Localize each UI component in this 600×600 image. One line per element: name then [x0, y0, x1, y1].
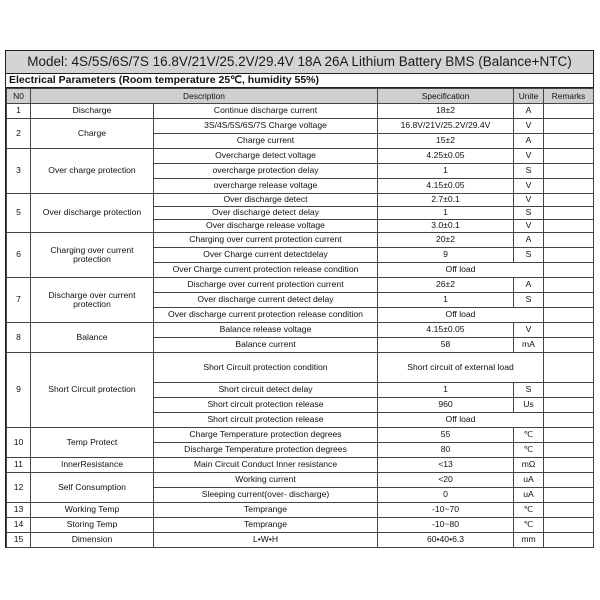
description-cell: Working current: [154, 473, 378, 488]
header-unit: Unite: [514, 89, 544, 104]
specification-cell: 4.25±0.05: [378, 149, 514, 164]
remarks-cell: [544, 518, 594, 533]
remarks-cell: [544, 413, 594, 428]
description-cell: Short circuit protection release: [154, 398, 378, 413]
description-cell: Short circuit protection release: [154, 413, 378, 428]
specification-cell: 15±2: [378, 134, 514, 149]
unit-cell: S: [514, 293, 544, 308]
description-cell: Discharge Temperature protection degrees: [154, 443, 378, 458]
description-cell: overcharge release voltage: [154, 179, 378, 194]
unit-cell: A: [514, 233, 544, 248]
row-number: 5: [7, 194, 31, 233]
specification-cell: 55: [378, 428, 514, 443]
remarks-cell: [544, 248, 594, 263]
category-cell: Charging over current protection: [31, 233, 154, 278]
header-description: Description: [31, 89, 378, 104]
description-cell: Continue discharge current: [154, 104, 378, 119]
unit-cell: mΩ: [514, 458, 544, 473]
specification-cell: 26±2: [378, 278, 514, 293]
description-cell: Over discharge detect: [154, 194, 378, 207]
description-cell: Sleeping current(over- discharge): [154, 488, 378, 503]
table-header-row: [7, 89, 594, 104]
specification-cell: <20: [378, 473, 514, 488]
category-cell: Self Consumption: [31, 473, 154, 503]
table-row: [7, 458, 594, 473]
row-number: 14: [7, 518, 31, 533]
unit-cell: uA: [514, 488, 544, 503]
unit-cell: mm: [514, 533, 544, 548]
category-cell: Working Temp: [31, 503, 154, 518]
description-cell: Balance release voltage: [154, 323, 378, 338]
remarks-cell: [544, 428, 594, 443]
table-row: [7, 518, 594, 533]
specification-cell: 1: [378, 293, 514, 308]
description-cell: Over Charge current protection release condition: [154, 263, 378, 278]
specification-cell: 20±2: [378, 233, 514, 248]
remarks-cell: [544, 473, 594, 488]
unit-cell: Us: [514, 398, 544, 413]
unit-cell: ℃: [514, 503, 544, 518]
specification-cell: 16.8V/21V/25.2V/29.4V: [378, 119, 514, 134]
unit-cell: A: [514, 134, 544, 149]
category-cell: InnerResistance: [31, 458, 154, 473]
spec-sheet: [5, 50, 594, 548]
table-row: [7, 104, 594, 119]
specification-cell: 60•40•6.3: [378, 533, 514, 548]
remarks-cell: [544, 353, 594, 383]
row-number: 7: [7, 278, 31, 323]
row-number: 3: [7, 149, 31, 194]
description-cell: Charge Temperature protection degrees: [154, 428, 378, 443]
category-cell: Storing Temp: [31, 518, 154, 533]
specification-cell: 1: [378, 383, 514, 398]
header-remarks: Remarks: [544, 89, 594, 104]
table-row: [7, 353, 594, 383]
unit-cell: V: [514, 220, 544, 233]
header-specification: Specification: [378, 89, 514, 104]
remarks-cell: [544, 533, 594, 548]
specification-cell: 1: [378, 164, 514, 179]
remarks-cell: [544, 503, 594, 518]
category-cell: Discharge over current protection: [31, 278, 154, 323]
remarks-cell: [544, 164, 594, 179]
specification-cell: 4.15±0.05: [378, 179, 514, 194]
row-number: 1: [7, 104, 31, 119]
specification-cell: 18±2: [378, 104, 514, 119]
table-body: [7, 104, 594, 548]
remarks-cell: [544, 179, 594, 194]
description-cell: Short Circuit protection condition: [154, 353, 378, 383]
table-row: [7, 233, 594, 248]
description-cell: L•W•H: [154, 533, 378, 548]
remarks-cell: [544, 263, 594, 278]
remarks-cell: [544, 104, 594, 119]
remarks-cell: [544, 134, 594, 149]
remarks-cell: [544, 233, 594, 248]
category-cell: Charge: [31, 119, 154, 149]
description-cell: Over discharge current protection release condition: [154, 308, 378, 323]
remarks-cell: [544, 278, 594, 293]
table-row: [7, 323, 594, 338]
section-subtitle: Electrical Parameters (Room temperature 25℃, humidity 55%): [6, 73, 593, 88]
remarks-cell: [544, 398, 594, 413]
category-cell: Balance: [31, 323, 154, 353]
specification-cell: 960: [378, 398, 514, 413]
unit-cell: V: [514, 323, 544, 338]
unit-cell: S: [514, 383, 544, 398]
category-cell: Short Circuit protection: [31, 353, 154, 428]
unit-cell: ℃: [514, 428, 544, 443]
row-number: 15: [7, 533, 31, 548]
row-number: 12: [7, 473, 31, 503]
specification-cell: -10~80: [378, 518, 514, 533]
remarks-cell: [544, 293, 594, 308]
table-row: [7, 149, 594, 164]
specification-cell: 0: [378, 488, 514, 503]
row-number: 11: [7, 458, 31, 473]
unit-cell: A: [514, 278, 544, 293]
row-number: 13: [7, 503, 31, 518]
specification-cell: 9: [378, 248, 514, 263]
specification-cell: 80: [378, 443, 514, 458]
specification-cell: Off load: [378, 413, 544, 428]
remarks-cell: [544, 308, 594, 323]
row-number: 2: [7, 119, 31, 149]
table-row: [7, 278, 594, 293]
category-cell: Over discharge protection: [31, 194, 154, 233]
specification-cell: Short circuit of external load: [378, 353, 544, 383]
unit-cell: A: [514, 104, 544, 119]
unit-cell: S: [514, 248, 544, 263]
table-row: [7, 428, 594, 443]
row-number: 8: [7, 323, 31, 353]
row-number: 9: [7, 353, 31, 428]
category-cell: Dimension: [31, 533, 154, 548]
remarks-cell: [544, 220, 594, 233]
remarks-cell: [544, 149, 594, 164]
description-cell: Overcharge detect voltage: [154, 149, 378, 164]
remarks-cell: [544, 383, 594, 398]
specification-cell: <13: [378, 458, 514, 473]
unit-cell: V: [514, 179, 544, 194]
unit-cell: mA: [514, 338, 544, 353]
description-cell: Charge current: [154, 134, 378, 149]
description-cell: overcharge protection delay: [154, 164, 378, 179]
description-cell: Short circuit detect delay: [154, 383, 378, 398]
description-cell: Over Charge current detectdelay: [154, 248, 378, 263]
remarks-cell: [544, 458, 594, 473]
remarks-cell: [544, 119, 594, 134]
page-title: Model: 4S/5S/6S/7S 16.8V/21V/25.2V/29.4V 18A 26A Lithium Battery BMS (Balance+NTC): [6, 51, 593, 74]
remarks-cell: [544, 338, 594, 353]
description-cell: Main Circuit Conduct Inner resistance: [154, 458, 378, 473]
description-cell: Discharge over current protection current: [154, 278, 378, 293]
table-row: [7, 533, 594, 548]
remarks-cell: [544, 323, 594, 338]
unit-cell: V: [514, 149, 544, 164]
category-cell: Discharge: [31, 104, 154, 119]
row-number: 10: [7, 428, 31, 458]
specification-cell: 3.0±0.1: [378, 220, 514, 233]
table-row: [7, 503, 594, 518]
remarks-cell: [544, 207, 594, 220]
specification-cell: 58: [378, 338, 514, 353]
description-cell: Balance current: [154, 338, 378, 353]
remarks-cell: [544, 443, 594, 458]
description-cell: Over discharge release voltage: [154, 220, 378, 233]
remarks-cell: [544, 488, 594, 503]
row-number: 6: [7, 233, 31, 278]
description-cell: Temprange: [154, 518, 378, 533]
specification-cell: -10~70: [378, 503, 514, 518]
category-cell: Temp Protect: [31, 428, 154, 458]
table-row: [7, 119, 594, 134]
table-row: [7, 473, 594, 488]
remarks-cell: [544, 194, 594, 207]
unit-cell: uA: [514, 473, 544, 488]
category-cell: Over charge protection: [31, 149, 154, 194]
description-cell: Over discharge current detect delay: [154, 293, 378, 308]
unit-cell: V: [514, 194, 544, 207]
unit-cell: S: [514, 164, 544, 179]
unit-cell: ℃: [514, 443, 544, 458]
parameters-table: [6, 88, 594, 548]
description-cell: 3S/4S/5S/6S/7S Charge voltage: [154, 119, 378, 134]
description-cell: Over discharge detect delay: [154, 207, 378, 220]
unit-cell: V: [514, 119, 544, 134]
specification-cell: 2.7±0.1: [378, 194, 514, 207]
description-cell: Temprange: [154, 503, 378, 518]
header-no: N0: [7, 89, 31, 104]
unit-cell: S: [514, 207, 544, 220]
unit-cell: ℃: [514, 518, 544, 533]
specification-cell: 4.15±0.05: [378, 323, 514, 338]
description-cell: Charging over current protection current: [154, 233, 378, 248]
specification-cell: Off load: [378, 263, 544, 278]
specification-cell: Off load: [378, 308, 544, 323]
table-row: [7, 194, 594, 207]
specification-cell: 1: [378, 207, 514, 220]
